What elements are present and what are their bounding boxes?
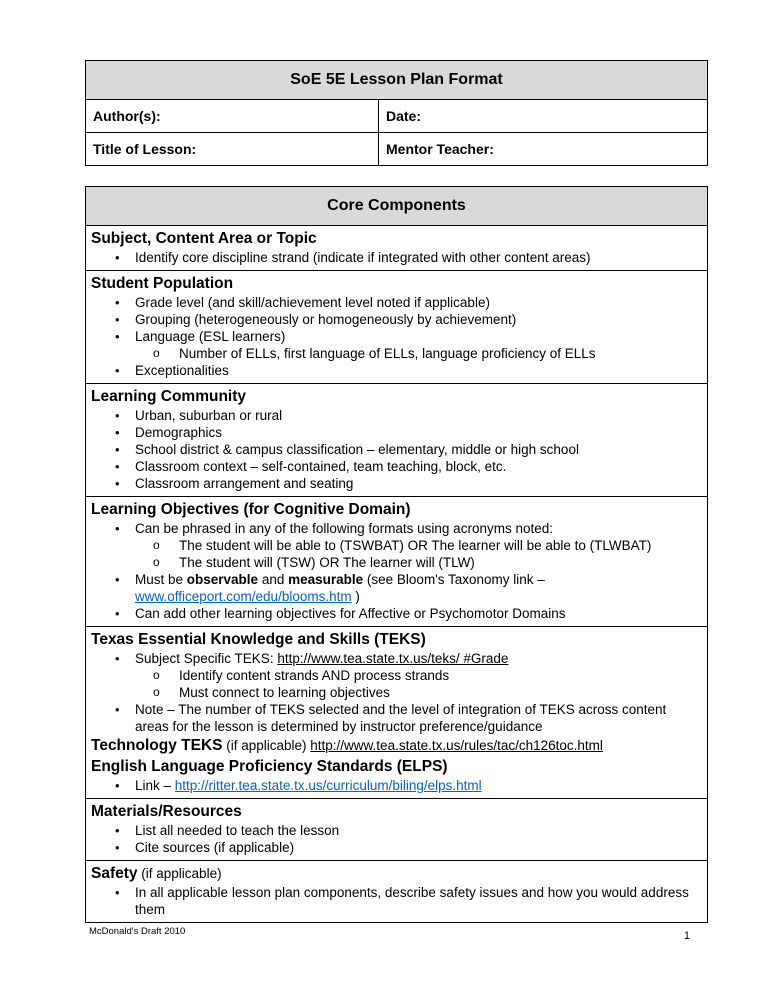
text-runs [135,520,699,537]
bullet-item [91,475,699,492]
core-section [86,626,707,798]
bullet-dot-icon: • [115,651,120,666]
text-runs [135,650,699,667]
text-run: Exceptionalities [135,363,229,378]
text-runs [179,554,699,571]
text-runs [135,249,699,266]
bullet-item [91,458,699,475]
text-runs [135,822,699,839]
bullet-item [91,362,699,379]
core-section [86,798,707,860]
text-runs [135,777,699,794]
bullet-item [91,407,699,424]
section-heading [91,228,699,249]
text-run: English Language Proficiency Standards (ELPS) [91,758,448,775]
text-run: (if applicable) [222,738,311,753]
text-run: In all applicable lesson plan components, describe safety issues and how you would address them [135,885,689,917]
bullet-item [91,650,699,667]
lesson-plan-header-table [85,60,708,166]
bullet-dot-icon: • [115,250,120,265]
text-run: Urban, suburban or rural [135,408,283,423]
section-heading [91,386,699,407]
text-runs [91,758,448,775]
bullet-dot-icon: • [115,363,120,378]
section-heading [91,273,699,294]
bullet-dot-icon: • [115,778,120,793]
text-run: ) [351,589,360,604]
text-run: (see Bloom's Taxonomy link – [363,572,545,587]
text-runs [179,537,699,554]
bullet-item [91,537,699,554]
bullet-dot-icon: • [115,823,120,838]
text-run: Student Population [91,275,234,292]
bullet-item [91,884,699,918]
bullet-item [91,294,699,311]
text-run: Can be phrased in any of the following formats using acronyms noted: [135,521,553,536]
bullet-circle-icon: o [153,668,160,682]
bullet-item [91,520,699,537]
hyperlink[interactable]: www.officeport.com/edu/blooms.htm [135,589,352,604]
section-heading [91,629,699,650]
bullet-item [91,424,699,441]
text-run: List all needed to teach the lesson [135,823,340,838]
text-runs [91,737,603,754]
bullet-circle-icon: o [153,555,160,569]
text-runs [91,865,222,882]
text-runs [135,571,699,605]
section-heading [91,499,699,520]
bullet-dot-icon: • [115,442,120,457]
text-runs [179,667,699,684]
section-heading [91,756,699,777]
bullet-dot-icon: • [115,702,120,717]
authors-label: Author(s): [86,100,379,132]
bullet-dot-icon: • [115,425,120,440]
lesson-mentor-row [86,133,707,165]
bullet-dot-icon: • [115,476,120,491]
text-run: The student will be able to (TSWBAT) OR The learner will be able to (TLWBAT) [179,538,652,553]
text-runs [135,328,699,345]
bullet-item [91,701,699,735]
bullet-dot-icon: • [115,840,120,855]
text-runs [91,501,411,518]
text-runs [91,631,426,648]
text-run: Grade level (and skill/achievement level noted if applicable) [135,295,490,310]
text-run: School district & campus classification – elementary, middle or high school [135,442,579,457]
hyperlink[interactable]: http://www.tea.state.tx.us/teks/ #Grade [277,651,509,666]
hyperlink[interactable]: http://www.tea.state.tx.us/rules/tac/ch126toc.html [310,738,603,753]
core-components-table [85,186,708,923]
text-run: Identify core discipline strand (indicate if integrated with other content areas) [135,250,591,265]
bullet-item [91,822,699,839]
text-run: Materials/Resources [91,803,242,820]
hyperlink[interactable]: http://ritter.tea.state.tx.us/curriculum/biling/elps.html [174,778,482,793]
text-run: Must be [135,572,187,587]
text-runs [135,884,699,918]
text-runs [135,294,699,311]
text-run: Grouping (heterogeneously or homogeneously by achievement) [135,312,517,327]
bullet-item [91,684,699,701]
text-run: Learning Community [91,388,247,405]
bullet-dot-icon: • [115,295,120,310]
bullet-dot-icon: • [115,606,120,621]
text-runs [135,839,699,856]
bullet-circle-icon: o [153,346,160,360]
mentor-teacher-label: Mentor Teacher: [386,141,494,157]
document-body [85,60,708,937]
core-section [86,226,707,270]
text-run: Subject Specific TEKS: [135,651,278,666]
bullet-dot-icon: • [115,312,120,327]
text-run: Safety [91,865,138,882]
text-run: Must connect to learning objectives [179,685,390,700]
section-heading [91,801,699,822]
title-of-lesson-label: Title of Lesson: [86,133,379,165]
text-run: Number of ELLs, first language of ELLs, language proficiency of ELLs [179,346,596,361]
bullet-dot-icon: • [115,521,120,536]
text-runs [91,230,317,247]
text-runs [135,441,699,458]
text-runs [179,684,699,701]
section-heading [91,863,699,884]
text-run: The student will (TSW) OR The learner will (TLW) [179,555,475,570]
section-heading [91,735,699,756]
text-run: Cite sources (if applicable) [135,840,295,855]
text-run: Subject, Content Area or Topic [91,230,317,247]
text-run: Classroom arrangement and seating [135,476,354,491]
text-run: Classroom context – self-contained, team teaching, block, etc. [135,459,507,474]
bullet-item [91,605,699,622]
bullet-item [91,667,699,684]
core-section [86,496,707,626]
text-runs [135,362,699,379]
bullet-item [91,328,699,345]
text-runs [135,407,699,424]
text-runs [91,275,233,292]
bullet-item [91,839,699,856]
text-runs [91,388,246,405]
text-run: observable [186,572,259,587]
text-run: Link – [135,778,175,793]
author-date-row [86,100,707,133]
bullet-item [91,441,699,458]
date-label: Date: [386,108,422,124]
bullet-item [91,249,699,266]
text-runs [135,701,699,735]
text-runs [135,475,699,492]
bullet-item [91,571,699,605]
text-run: Learning Objectives (for Cognitive Domain) [91,501,411,518]
text-run: Language (ESL learners) [135,329,286,344]
text-run: Identify content strands AND process strands [179,668,450,683]
draft-note: McDonald's Draft 2010 [89,926,186,937]
text-runs [135,605,699,622]
core-section [86,383,707,496]
text-runs [179,345,699,362]
text-run: Demographics [135,425,223,440]
document-title: SoE 5E Lesson Plan Format [86,61,707,100]
bullet-item [91,554,699,571]
bullet-dot-icon: • [115,572,120,587]
core-section [86,860,707,922]
page-number: 1 [683,930,690,942]
core-section [86,270,707,383]
bullet-dot-icon: • [115,329,120,344]
text-run: measurable [288,572,364,587]
bullet-item [91,777,699,794]
text-run: Technology TEKS [91,737,223,754]
text-run: Texas Essential Knowledge and Skills (TEKS) [91,631,426,648]
text-run: Note – The number of TEKS selected and the level of integration of TEKS across content areas for the lesson is determined by instructor preference/guidance [135,702,667,734]
text-runs [91,803,242,820]
text-runs [135,311,699,328]
text-run: and [258,572,289,587]
bullet-item [91,345,699,362]
text-run: (if applicable) [137,866,222,881]
bullet-dot-icon: • [115,885,120,900]
core-components-title: Core Components [86,187,707,226]
text-runs [135,424,699,441]
bullet-dot-icon: • [115,408,120,423]
bullet-circle-icon: o [153,538,160,552]
bullet-circle-icon: o [153,685,160,699]
text-runs [135,458,699,475]
core-sections [86,226,707,922]
bullet-item [91,311,699,328]
text-run: Can add other learning objectives for Affective or Psychomotor Domains [135,606,566,621]
bullet-dot-icon: • [115,459,120,474]
